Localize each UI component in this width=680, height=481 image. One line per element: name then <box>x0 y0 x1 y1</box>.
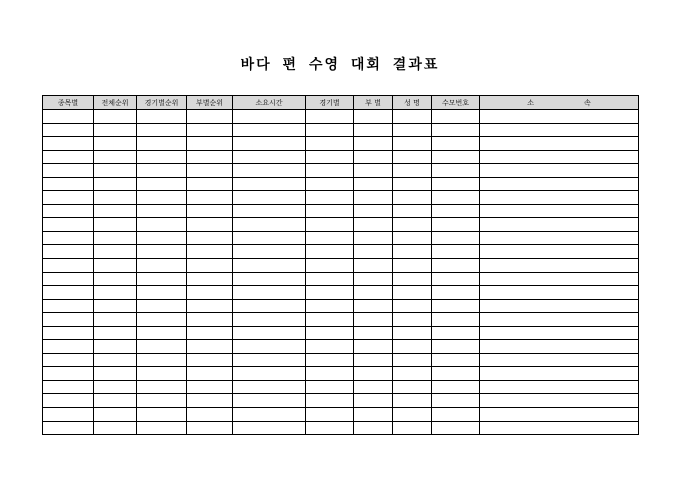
table-cell <box>306 110 354 124</box>
table-cell <box>432 408 480 422</box>
table-cell <box>432 367 480 381</box>
table-row <box>43 259 639 273</box>
table-cell <box>43 394 94 408</box>
table-cell <box>393 259 432 273</box>
table-cell <box>432 299 480 313</box>
table-cell <box>480 245 639 259</box>
table-cell <box>233 367 306 381</box>
table-row <box>43 380 639 394</box>
table-cell <box>187 299 233 313</box>
table-cell <box>354 340 393 354</box>
table-cell <box>393 177 432 191</box>
table-cell <box>137 123 187 137</box>
table-cell <box>306 204 354 218</box>
table-cell <box>187 218 233 232</box>
table-cell <box>306 218 354 232</box>
table-cell <box>187 137 233 151</box>
header-affiliation <box>480 96 639 110</box>
table-cell <box>354 408 393 422</box>
table-cell <box>43 353 94 367</box>
table-row <box>43 137 639 151</box>
table-cell <box>137 218 187 232</box>
table-cell <box>187 394 233 408</box>
table-cell <box>480 313 639 327</box>
table-cell <box>94 380 137 394</box>
table-cell <box>187 177 233 191</box>
table-cell <box>137 421 187 435</box>
table-cell <box>137 313 187 327</box>
table-cell <box>43 123 94 137</box>
header-overall-rank: 전체순위 <box>94 96 137 110</box>
table-cell <box>187 380 233 394</box>
table-cell <box>354 150 393 164</box>
table-cell <box>393 231 432 245</box>
table-cell <box>393 394 432 408</box>
table-cell <box>432 164 480 178</box>
table-cell <box>94 245 137 259</box>
document-title: 바다 편 수영 대회 결과표 <box>240 57 440 73</box>
header-affiliation-part-1: 소 <box>527 98 534 107</box>
table-cell <box>137 259 187 273</box>
table-cell <box>306 421 354 435</box>
table-cell <box>94 150 137 164</box>
table-cell <box>306 286 354 300</box>
table-cell <box>43 164 94 178</box>
table-body <box>43 110 639 435</box>
table-cell <box>233 123 306 137</box>
table-cell <box>432 353 480 367</box>
table-cell <box>94 313 137 327</box>
table-cell <box>354 191 393 205</box>
table-row <box>43 164 639 178</box>
table-cell <box>233 218 306 232</box>
table-cell <box>94 340 137 354</box>
header-race-rank: 경기별순위 <box>137 96 187 110</box>
table-cell <box>94 204 137 218</box>
table-cell <box>480 218 639 232</box>
table-cell <box>137 394 187 408</box>
table-cell <box>233 191 306 205</box>
table-cell <box>432 137 480 151</box>
table-cell <box>480 326 639 340</box>
table-cell <box>480 380 639 394</box>
table-row <box>43 340 639 354</box>
table-cell <box>233 286 306 300</box>
table-cell <box>432 380 480 394</box>
table-cell <box>187 286 233 300</box>
table-cell <box>480 272 639 286</box>
table-cell <box>187 408 233 422</box>
table-row <box>43 245 639 259</box>
table-cell <box>306 191 354 205</box>
table-cell <box>432 191 480 205</box>
table-cell <box>393 110 432 124</box>
table-cell <box>354 299 393 313</box>
table-cell <box>94 137 137 151</box>
header-cap-number: 수모번호 <box>432 96 480 110</box>
table-cell <box>233 231 306 245</box>
table-cell <box>94 164 137 178</box>
table-cell <box>393 123 432 137</box>
table-cell <box>432 204 480 218</box>
table-cell <box>354 313 393 327</box>
table-cell <box>354 204 393 218</box>
table-cell <box>354 218 393 232</box>
table-cell <box>480 123 639 137</box>
table-cell <box>233 259 306 273</box>
table-cell <box>432 259 480 273</box>
table-cell <box>432 245 480 259</box>
table-cell <box>354 367 393 381</box>
table-cell <box>354 231 393 245</box>
table-cell <box>233 340 306 354</box>
table-row <box>43 367 639 381</box>
table-cell <box>306 245 354 259</box>
table-cell <box>354 177 393 191</box>
table-cell <box>233 394 306 408</box>
table-cell <box>94 218 137 232</box>
table-cell <box>306 177 354 191</box>
table-cell <box>187 150 233 164</box>
table-cell <box>137 353 187 367</box>
table-row <box>43 123 639 137</box>
table-cell <box>94 367 137 381</box>
table-cell <box>306 137 354 151</box>
header-event: 종목별 <box>43 96 94 110</box>
table-cell <box>43 191 94 205</box>
table-cell <box>354 137 393 151</box>
table-cell <box>306 394 354 408</box>
table-row <box>43 191 639 205</box>
table-cell <box>354 380 393 394</box>
table-cell <box>480 340 639 354</box>
table-cell <box>43 380 94 394</box>
table-row <box>43 353 639 367</box>
table-cell <box>94 123 137 137</box>
table-row <box>43 110 639 124</box>
table-cell <box>43 204 94 218</box>
table-cell <box>432 231 480 245</box>
header-time: 소요시간 <box>233 96 306 110</box>
table-cell <box>354 259 393 273</box>
table-cell <box>393 421 432 435</box>
table-cell <box>137 272 187 286</box>
table-cell <box>43 421 94 435</box>
table-cell <box>393 340 432 354</box>
table-cell <box>43 177 94 191</box>
table-cell <box>306 123 354 137</box>
table-cell <box>432 326 480 340</box>
table-cell <box>354 394 393 408</box>
table-cell <box>137 326 187 340</box>
table-cell <box>393 204 432 218</box>
table-cell <box>187 326 233 340</box>
table-cell <box>480 353 639 367</box>
table-cell <box>480 164 639 178</box>
table-cell <box>480 191 639 205</box>
table-cell <box>43 340 94 354</box>
table-cell <box>480 299 639 313</box>
table-cell <box>432 272 480 286</box>
header-name: 성 명 <box>393 96 432 110</box>
table-cell <box>393 380 432 394</box>
table-cell <box>94 326 137 340</box>
table-row <box>43 177 639 191</box>
table-cell <box>306 380 354 394</box>
table-cell <box>306 353 354 367</box>
table-row <box>43 231 639 245</box>
table-cell <box>233 353 306 367</box>
table-cell <box>43 286 94 300</box>
table-cell <box>137 110 187 124</box>
table-cell <box>187 421 233 435</box>
table-row <box>43 286 639 300</box>
table-cell <box>393 150 432 164</box>
table-cell <box>137 299 187 313</box>
table-cell <box>233 272 306 286</box>
table-cell <box>233 164 306 178</box>
table-cell <box>233 177 306 191</box>
table-cell <box>354 272 393 286</box>
table-cell <box>393 313 432 327</box>
table-cell <box>306 164 354 178</box>
table-cell <box>432 110 480 124</box>
table-cell <box>94 286 137 300</box>
table-cell <box>480 204 639 218</box>
table-cell <box>393 218 432 232</box>
header-affiliation-part-2: 속 <box>584 98 591 107</box>
table-cell <box>354 421 393 435</box>
table-cell <box>480 286 639 300</box>
table-cell <box>137 340 187 354</box>
table-cell <box>480 408 639 422</box>
table-cell <box>43 218 94 232</box>
table-cell <box>43 150 94 164</box>
table-cell <box>137 191 187 205</box>
table-cell <box>187 313 233 327</box>
table-cell <box>233 110 306 124</box>
table-cell <box>137 204 187 218</box>
table-cell <box>306 150 354 164</box>
table-cell <box>306 259 354 273</box>
table-cell <box>43 299 94 313</box>
table-cell <box>393 164 432 178</box>
table-cell <box>187 191 233 205</box>
table-cell <box>393 408 432 422</box>
table-row <box>43 408 639 422</box>
table-cell <box>187 204 233 218</box>
table-cell <box>187 259 233 273</box>
table-row <box>43 272 639 286</box>
table-cell <box>480 150 639 164</box>
table-cell <box>94 299 137 313</box>
table-cell <box>480 259 639 273</box>
table-cell <box>43 326 94 340</box>
table-cell <box>393 367 432 381</box>
table-cell <box>480 177 639 191</box>
table-cell <box>233 150 306 164</box>
table-row <box>43 150 639 164</box>
table-cell <box>94 272 137 286</box>
table-cell <box>393 272 432 286</box>
table-cell <box>43 313 94 327</box>
table-cell <box>432 313 480 327</box>
table-cell <box>137 231 187 245</box>
table-cell <box>354 164 393 178</box>
table-cell <box>187 123 233 137</box>
table-cell <box>94 408 137 422</box>
table-cell <box>43 367 94 381</box>
table-cell <box>354 245 393 259</box>
table-cell <box>137 150 187 164</box>
table-cell <box>233 299 306 313</box>
table-cell <box>393 137 432 151</box>
table-cell <box>432 218 480 232</box>
table-cell <box>137 286 187 300</box>
table-cell <box>43 272 94 286</box>
table-row <box>43 313 639 327</box>
table-cell <box>432 150 480 164</box>
table-cell <box>94 177 137 191</box>
table-cell <box>432 340 480 354</box>
table-cell <box>94 353 137 367</box>
table-cell <box>432 421 480 435</box>
table-cell <box>354 286 393 300</box>
table-cell <box>94 191 137 205</box>
table-cell <box>94 259 137 273</box>
table-cell <box>233 408 306 422</box>
table-cell <box>187 353 233 367</box>
table-cell <box>480 367 639 381</box>
table-cell <box>43 137 94 151</box>
table-cell <box>432 286 480 300</box>
table-cell <box>480 231 639 245</box>
table-cell <box>137 164 187 178</box>
table-row <box>43 394 639 408</box>
table-cell <box>94 231 137 245</box>
table-cell <box>432 123 480 137</box>
header-race: 경기별 <box>306 96 354 110</box>
table-cell <box>43 259 94 273</box>
table-cell <box>354 326 393 340</box>
table-cell <box>393 245 432 259</box>
table-cell <box>233 380 306 394</box>
table-row <box>43 421 639 435</box>
table-cell <box>187 272 233 286</box>
table-cell <box>393 299 432 313</box>
table-cell <box>306 231 354 245</box>
table-cell <box>43 110 94 124</box>
table-cell <box>393 191 432 205</box>
table-cell <box>432 394 480 408</box>
result-table <box>42 95 639 435</box>
table-cell <box>187 164 233 178</box>
table-cell <box>393 286 432 300</box>
table-cell <box>137 177 187 191</box>
table-cell <box>354 123 393 137</box>
table-cell <box>233 137 306 151</box>
table-cell <box>233 326 306 340</box>
header-division: 부 별 <box>354 96 393 110</box>
table-cell <box>306 340 354 354</box>
table-cell <box>187 367 233 381</box>
table-cell <box>187 231 233 245</box>
table-cell <box>94 421 137 435</box>
header-row <box>43 96 639 110</box>
table-cell <box>306 313 354 327</box>
table-cell <box>393 326 432 340</box>
table-cell <box>94 110 137 124</box>
table-cell <box>187 340 233 354</box>
table-cell <box>94 394 137 408</box>
table-cell <box>480 394 639 408</box>
table-cell <box>137 380 187 394</box>
table-cell <box>137 408 187 422</box>
table-row <box>43 218 639 232</box>
table-cell <box>480 137 639 151</box>
table-cell <box>393 353 432 367</box>
table-cell <box>137 137 187 151</box>
table-row <box>43 299 639 313</box>
header-division-rank: 부별순위 <box>187 96 233 110</box>
table-cell <box>43 245 94 259</box>
table-cell <box>233 313 306 327</box>
table-cell <box>137 245 187 259</box>
table-cell <box>480 110 639 124</box>
table-cell <box>306 408 354 422</box>
table-row <box>43 204 639 218</box>
table-cell <box>187 245 233 259</box>
table-cell <box>354 353 393 367</box>
table-cell <box>43 231 94 245</box>
table-cell <box>480 421 639 435</box>
table-cell <box>306 299 354 313</box>
table-cell <box>187 110 233 124</box>
table-cell <box>233 421 306 435</box>
table-cell <box>306 326 354 340</box>
table-cell <box>306 367 354 381</box>
table-cell <box>233 245 306 259</box>
table-cell <box>354 110 393 124</box>
table-row <box>43 326 639 340</box>
table-cell <box>432 177 480 191</box>
table-cell <box>137 367 187 381</box>
table-cell <box>43 408 94 422</box>
table-cell <box>233 204 306 218</box>
table-cell <box>306 272 354 286</box>
